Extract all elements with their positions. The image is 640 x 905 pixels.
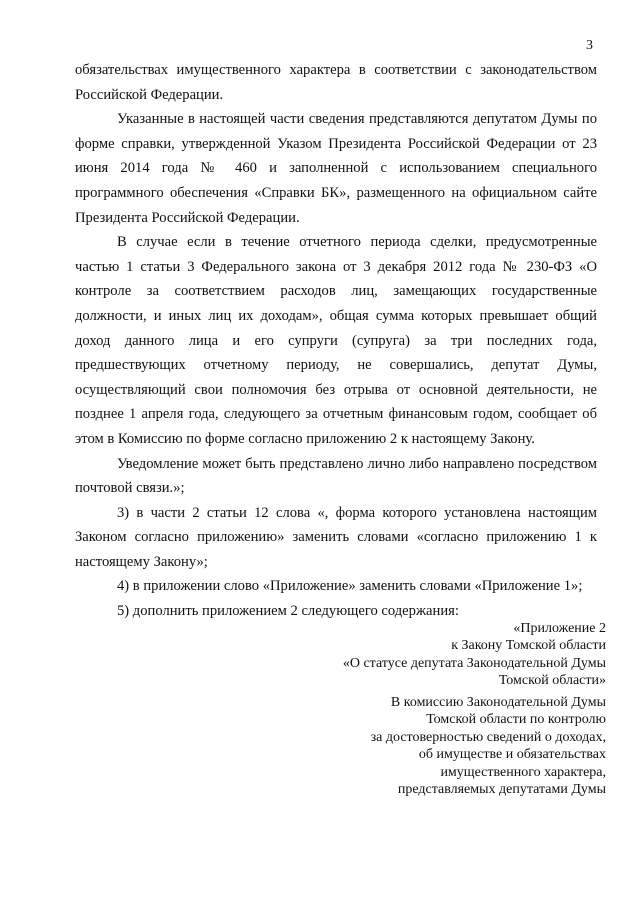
page-number: 3 bbox=[586, 38, 593, 53]
paragraph-continuation: обязательствах имущественного характера в соответствии с законодательством Российской Федерации. bbox=[75, 62, 597, 103]
annex-law-title: «О статусе депутата Законодательной Думы bbox=[342, 655, 606, 671]
paragraph-reporting-form: Указанные в настоящей части сведения представляются депутатом Думы по форме справки, утвержденной Указом Президента Российской Федерации от 23 июня 2014 года № 460 и заполненной с использованием специального программного обеспечения «Справки БК», размещенного на официальном сайте Президента Российской Федерации. bbox=[75, 111, 597, 226]
addressee-line: об имуществе и обязательствах bbox=[418, 747, 606, 763]
addressee-line: Томской области по контролю bbox=[426, 712, 606, 728]
paragraph-amendment-3: 3) в части 2 статьи 12 слова «, форма которого установлена настоящим Законом согласно приложению» заменить словами «согласно приложению 1 к настоящему Закону»; bbox=[75, 504, 597, 570]
annex-law-ref: к Закону Томской области bbox=[451, 638, 606, 654]
document-body bbox=[75, 58, 597, 624]
addressee-line: представляемых депутатами Думы bbox=[397, 782, 606, 798]
annex-title: «Приложение 2 bbox=[513, 621, 606, 636]
paragraph-amendment-5: 5) дополнить приложением 2 следующего содержания: bbox=[117, 603, 459, 620]
addressee-line: имущественного характера, bbox=[440, 764, 606, 780]
addressee-line: за достоверностью сведений о доходах, bbox=[370, 729, 606, 745]
paragraph-notification-delivery: Уведомление может быть представлено лично либо направлено посредством почтовой связи.»; bbox=[75, 455, 597, 497]
annex-law-title-end: Томской области» bbox=[498, 673, 606, 689]
addressee-block bbox=[270, 694, 606, 798]
paragraph-amendment-4: 4) в приложении слово «Приложение» заменить словами «Приложение 1»; bbox=[117, 578, 583, 595]
paragraph-no-transactions: В случае если в течение отчетного периода сделки, предусмотренные частью 1 статьи 3 Федерального закона от 3 декабря 2012 года № 230-ФЗ «О контроле за соответствием расходов лиц, замещающих государственные должности, и иных лиц их доходам», общая сумма которых превышает общий доход данного лица и его супруги (супруга) за три последних года, предшествующих отчетному периоду, не совершались, депутат Думы, осуществляющий свои полномочия без отрыва от основной деятельности, не позднее 1 апреля года, следующего за отчетным финансовым годом, сообщает об этом в Комиссию по форме согласно приложению 2 к настоящему Закону. bbox=[75, 234, 597, 447]
annex-header bbox=[270, 620, 606, 690]
addressee-line: В комиссию Законодательной Думы bbox=[390, 695, 606, 710]
